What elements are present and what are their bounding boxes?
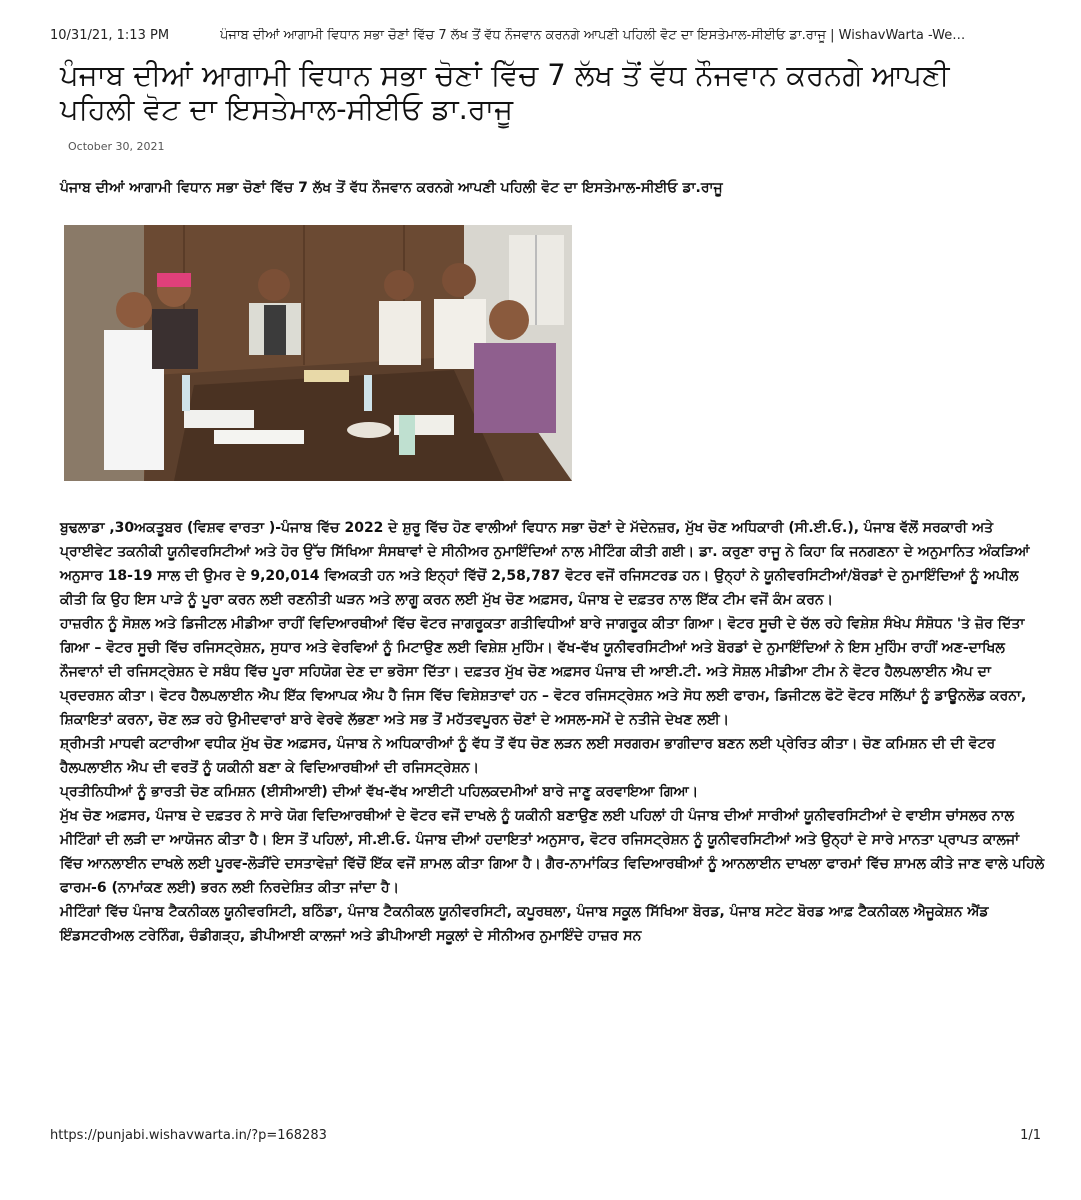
- article-subheading: ਪੰਜਾਬ ਦੀਆਂ ਆਗਾਮੀ ਵਿਧਾਨ ਸਭਾ ਚੋਣਾਂ ਵਿੱਚ 7 ਲੱਖ ਤੋਂ ਵੱਧ ਨੌਜਵਾਨ ਕਰਨਗੇ ਆਪਣੀ ਪਹਿਲੀ ਵੋਟ ਦਾ ਇਸਤੇਮਾਲ-ਸੀਈਓ ਡਾ.ਰਾਜੂ: [60, 180, 723, 196]
- article-paragraph: ਮੁੱਖ ਚੋਣ ਅਫ਼ਸਰ, ਪੰਜਾਬ ਦੇ ਦਫ਼ਤਰ ਨੇ ਸਾਰੇ ਯੋਗ ਵਿਦਿਆਰਥੀਆਂ ਦੇ ਵੋਟਰ ਵਜੋਂ ਦਾਖਲੇ ਨੂੰ ਯਕੀਨੀ ਬਣਾਉਣ ਲਈ ਪਹਿਲਾਂ ਹੀ ਪੰਜਾਬ ਦੀਆਂ ਸਾਰੀਆਂ ਯੂਨੀਵਰਸਿਟੀਆਂ ਦੇ ਵਾਈਸ ਚਾਂਸਲਰ ਨਾਲ ਮੀਟਿੰਗਾਂ ਦੀ ਲੜੀ ਦਾ ਆਯੋਜਨ ਕੀਤਾ ਹੈ। ਇਸ ਤੋਂ ਪਹਿਲਾਂ, ਸੀ.ਈ.ਓ. ਪੰਜਾਬ ਦੀਆਂ ਹਦਾਇਤਾਂ ਅਨੁਸਾਰ, ਵੋਟਰ ਰਜਿਸਟ੍ਰੇਸ਼ਨ ਨੂੰ ਯੂਨੀਵਰਸਿਟੀਆਂ ਅਤੇ ਉਨ੍ਹਾਂ ਦੇ ਸਾਰੇ ਮਾਨਤਾ ਪ੍ਰਾਪਤ ਕਾਲਜਾਂ ਵਿੱਚ ਆਨਲਾਈਨ ਦਾਖਲੇ ਲਈ ਪੂਰਵ-ਲੋੜੀਂਦੇ ਦਸਤਾਵੇਜ਼ਾਂ ਵਿੱਚੋਂ ਇੱਕ ਵਜੋਂ ਸ਼ਾਮਲ ਕੀਤਾ ਗਿਆ ਹੈ। ਗੈਰ-ਨਾਮਾਂਕਿਤ ਵਿਦਿਆਰਥੀਆਂ ਨੂੰ ਆਨਲਾਈਨ ਦਾਖਲਾ ਫਾਰਮਾਂ ਵਿੱਚ ਸ਼ਾਮਲ ਕੀਤੇ ਜਾਣ ਵਾਲੇ ਪਹਿਲੇ ਫਾਰਮ-6 (ਨਾਮਾਂਕਣ ਲਈ) ਭਰਨ ਲਈ ਨਿਰਦੇਸ਼ਿਤ ਕੀਤਾ ਜਾਂਦਾ ਹੈ।: [60, 808, 1045, 896]
- article-body: [60, 516, 1045, 948]
- print-url[interactable]: https://punjabi.wishavwarta.in/?p=168283: [50, 1128, 327, 1143]
- article-paragraph: ਬੁਢਲਾਡਾ ,30ਅਕਤੂਬਰ (ਵਿਸ਼ਵ ਵਾਰਤਾ )-ਪੰਜਾਬ ਵਿੱਚ 2022 ਦੇ ਸ਼ੁਰੂ ਵਿੱਚ ਹੋਣ ਵਾਲੀਆਂ ਵਿਧਾਨ ਸਭਾ ਚੋਣਾਂ ਦੇ ਮੱਦੇਨਜ਼ਰ, ਮੁੱਖ ਚੋਣ ਅਧਿਕਾਰੀ (ਸੀ.ਈ.ਓ.), ਪੰਜਾਬ ਵੱਲੋਂ ਸਰਕਾਰੀ ਅਤੇ ਪ੍ਰਾਈਵੇਟ ਤਕਨੀਕੀ ਯੂਨੀਵਰਸਿਟੀਆਂ ਅਤੇ ਹੋਰ ਉੱਚ ਸਿੱਖਿਆ ਸੰਸਥਾਵਾਂ ਦੇ ਸੀਨੀਅਰ ਨੁਮਾਇੰਦਿਆਂ ਨਾਲ ਮੀਟਿੰਗ ਕੀਤੀ ਗਈ। ਡਾ. ਕਰੁਣਾ ਰਾਜੂ ਨੇ ਕਿਹਾ ਕਿ ਜਨਗਣਨਾ ਦੇ ਅਨੁਮਾਨਿਤ ਅੰਕੜਿਆਂ ਅਨੁਸਾਰ 18-19 ਸਾਲ ਦੀ ਉਮਰ ਦੇ 9,20,014 ਵਿਅਕਤੀ ਹਨ ਅਤੇ ਇਨ੍ਹਾਂ ਵਿੱਚੋਂ 2,58,787 ਵੋਟਰ ਵਜੋਂ ਰਜਿਸਟਰਡ ਹਨ। ਉਨ੍ਹਾਂ ਨੇ ਯੂਨੀਵਰਸਿਟੀਆਂ/ਬੋਰਡਾਂ ਦੇ ਨੁਮਾਇੰਦਿਆਂ ਨੂੰ ਅਪੀਲ ਕੀਤੀ ਕਿ ਉਹ ਇਸ ਪਾੜੇ ਨੂੰ ਪੂਰਾ ਕਰਨ ਲਈ ਰਣਨੀਤੀ ਘੜਨ ਅਤੇ ਲਾਗੂ ਕਰਨ ਲਈ ਮੁੱਖ ਚੋਣ ਅਫ਼ਸਰ, ਪੰਜਾਬ ਦੇ ਦਫ਼ਤਰ ਨਾਲ ਇੱਕ ਟੀਮ ਵਜੋਂ ਕੰਮ ਕਰਨ।: [60, 520, 1030, 608]
- print-footer: [50, 1128, 1041, 1148]
- print-header: [50, 28, 1041, 48]
- article-paragraph: ਹਾਜ਼ਰੀਨ ਨੂੰ ਸੋਸ਼ਲ ਅਤੇ ਡਿਜੀਟਲ ਮੀਡੀਆ ਰਾਹੀਂ ਵਿਦਿਆਰਥੀਆਂ ਵਿੱਚ ਵੋਟਰ ਜਾਗਰੂਕਤਾ ਗਤੀਵਿਧੀਆਂ ਬਾਰੇ ਜਾਗਰੂਕ ਕੀਤਾ ਗਿਆ। ਵੋਟਰ ਸੂਚੀ ਦੇ ਚੱਲ ਰਹੇ ਵਿਸ਼ੇਸ਼ ਸੰਖੇਪ ਸੰਸ਼ੋਧਨ 'ਤੇ ਜ਼ੋਰ ਦਿੱਤਾ ਗਿਆ – ਵੋਟਰ ਸੂਚੀ ਵਿੱਚ ਰਜਿਸਟ੍ਰੇਸ਼ਨ, ਸੁਧਾਰ ਅਤੇ ਵੇਰਵਿਆਂ ਨੂੰ ਮਿਟਾਉਣ ਲਈ ਵਿਸ਼ੇਸ਼ ਮੁਹਿੰਮ। ਵੱਖ-ਵੱਖ ਯੂਨੀਵਰਸਿਟੀਆਂ ਅਤੇ ਬੋਰਡਾਂ ਦੇ ਨੁਮਾਇੰਦਿਆਂ ਨੇ ਇਸ ਮੁਹਿੰਮ ਰਾਹੀਂ ਅਣ-ਦਾਖਿਲ ਨੌਜਵਾਨਾਂ ਦੀ ਰਜਿਸਟ੍ਰੇਸ਼ਨ ਦੇ ਸਬੰਧ ਵਿੱਚ ਪੂਰਾ ਸਹਿਯੋਗ ਦੇਣ ਦਾ ਭਰੋਸਾ ਦਿੱਤਾ। ਦਫ਼ਤਰ ਮੁੱਖ ਚੋਣ ਅਫ਼ਸਰ ਪੰਜਾਬ ਦੀ ਆਈ.ਟੀ. ਅਤੇ ਸੋਸ਼ਲ ਮੀਡੀਆ ਟੀਮ ਨੇ ਵੋਟਰ ਹੈਲਪਲਾਈਨ ਐਪ ਦਾ ਪ੍ਰਦਰਸ਼ਨ ਕੀਤਾ। ਵੋਟਰ ਹੈਲਪਲਾਈਨ ਐਪ ਇੱਕ ਵਿਆਪਕ ਐਪ ਹੈ ਜਿਸ ਵਿੱਚ ਵਿਸ਼ੇਸ਼ਤਾਵਾਂ ਹਨ – ਵੋਟਰ ਰਜਿਸਟ੍ਰੇਸ਼ਨ ਅਤੇ ਸੋਧ ਲਈ ਫਾਰਮ, ਡਿਜੀਟਲ ਫੋਟੋ ਵੋਟਰ ਸਲਿੱਪਾਂ ਨੂੰ ਡਾਊਨਲੋਡ ਕਰਨਾ, ਸ਼ਿਕਾਇਤਾਂ ਕਰਨਾ, ਚੋਣ ਲੜ ਰਹੇ ਉਮੀਦਵਾਰਾਂ ਬਾਰੇ ਵੇਰਵੇ ਲੱਭਣਾ ਅਤੇ ਸਭ ਤੋਂ ਮਹੱਤਵਪੂਰਨ ਚੋਣਾਂ ਦੇ ਅਸਲ-ਸਮੇਂ ਦੇ ਨਤੀਜੇ ਦੇਖਣ ਲਈ।: [60, 616, 1027, 728]
- print-page-title: ਪੰਜਾਬ ਦੀਆਂ ਆਗਾਮੀ ਵਿਧਾਨ ਸਭਾ ਚੋਣਾਂ ਵਿੱਚ 7 ਲੱਖ ਤੋਂ ਵੱਧ ਨੌਜਵਾਨ ਕਰਨਗੇ ਆਪਣੀ ਪਹਿਲੀ ਵੋਟ ਦਾ ਇਸਤੇਮਾਲ-ਸੀਈਓ ਡਾ.ਰਾਜੂ | WishavWarta -We…: [220, 28, 966, 43]
- article-date: October 30, 2021: [68, 140, 165, 153]
- print-timestamp: 10/31/21, 1:13 PM: [50, 28, 170, 43]
- article-paragraph: ਮੀਟਿੰਗਾਂ ਵਿੱਚ ਪੰਜਾਬ ਟੈਕਨੀਕਲ ਯੂਨੀਵਰਸਿਟੀ, ਬਠਿੰਡਾ, ਪੰਜਾਬ ਟੈਕਨੀਕਲ ਯੂਨੀਵਰਸਿਟੀ, ਕਪੂਰਥਲਾ, ਪੰਜਾਬ ਸਕੂਲ ਸਿੱਖਿਆ ਬੋਰਡ, ਪੰਜਾਬ ਸਟੇਟ ਬੋਰਡ ਆਫ਼ ਟੈਕਨੀਕਲ ਐਜੂਕੇਸ਼ਨ ਐਂਡ ਇੰਡਸਟਰੀਅਲ ਟਰੇਨਿੰਗ, ਚੰਡੀਗੜ੍ਹ, ਡੀਪੀਆਈ ਕਾਲਜਾਂ ਅਤੇ ਡੀਪੀਆਈ ਸਕੂਲਾਂ ਦੇ ਸੀਨੀਅਰ ਨੁਮਾਇੰਦੇ ਹਾਜ਼ਰ ਸਨ: [60, 904, 989, 944]
- article-paragraph: ਸ਼੍ਰੀਮਤੀ ਮਾਧਵੀ ਕਟਾਰੀਆ ਵਧੀਕ ਮੁੱਖ ਚੋਣ ਅਫ਼ਸਰ, ਪੰਜਾਬ ਨੇ ਅਧਿਕਾਰੀਆਂ ਨੂੰ ਵੱਧ ਤੋਂ ਵੱਧ ਚੋਣ ਲੜਨ ਲਈ ਸਰਗਰਮ ਭਾਗੀਦਾਰ ਬਣਨ ਲਈ ਪ੍ਰੇਰਿਤ ਕੀਤਾ। ਚੋਣ ਕਮਿਸ਼ਨ ਦੀ ਦੀ ਵੋਟਰ ਹੈਲਪਲਾਈਨ ਐਪ ਦੀ ਵਰਤੋਂ ਨੂੰ ਯਕੀਨੀ ਬਣਾ ਕੇ ਵਿਦਿਆਰਥੀਆਂ ਦੀ ਰਜਿਸਟ੍ਰੇਸ਼ਨ।: [60, 736, 996, 776]
- article-paragraph: ਪ੍ਰਤੀਨਿਧੀਆਂ ਨੂੰ ਭਾਰਤੀ ਚੋਣ ਕਮਿਸ਼ਨ (ਈਸੀਆਈ) ਦੀਆਂ ਵੱਖ-ਵੱਖ ਆਈਟੀ ਪਹਿਲਕਦਮੀਆਂ ਬਾਰੇ ਜਾਣੂ ਕਰਵਾਇਆ ਗਿਆ।: [60, 784, 699, 800]
- article-title: ਪੰਜਾਬ ਦੀਆਂ ਆਗਾਮੀ ਵਿਧਾਨ ਸਭਾ ਚੋਣਾਂ ਵਿੱਚ 7 ਲੱਖ ਤੋਂ ਵੱਧ ਨੌਜਵਾਨ ਕਰਨਗੇ ਆਪਣੀ ਪਹਿਲੀ ਵੋਟ ਦਾ ਇਸਤੇਮਾਲ-ਸੀਈਓ ਡਾ.ਰਾਜੂ: [60, 58, 950, 126]
- article-photo: [64, 225, 572, 481]
- page-number: 1/1: [1020, 1128, 1041, 1143]
